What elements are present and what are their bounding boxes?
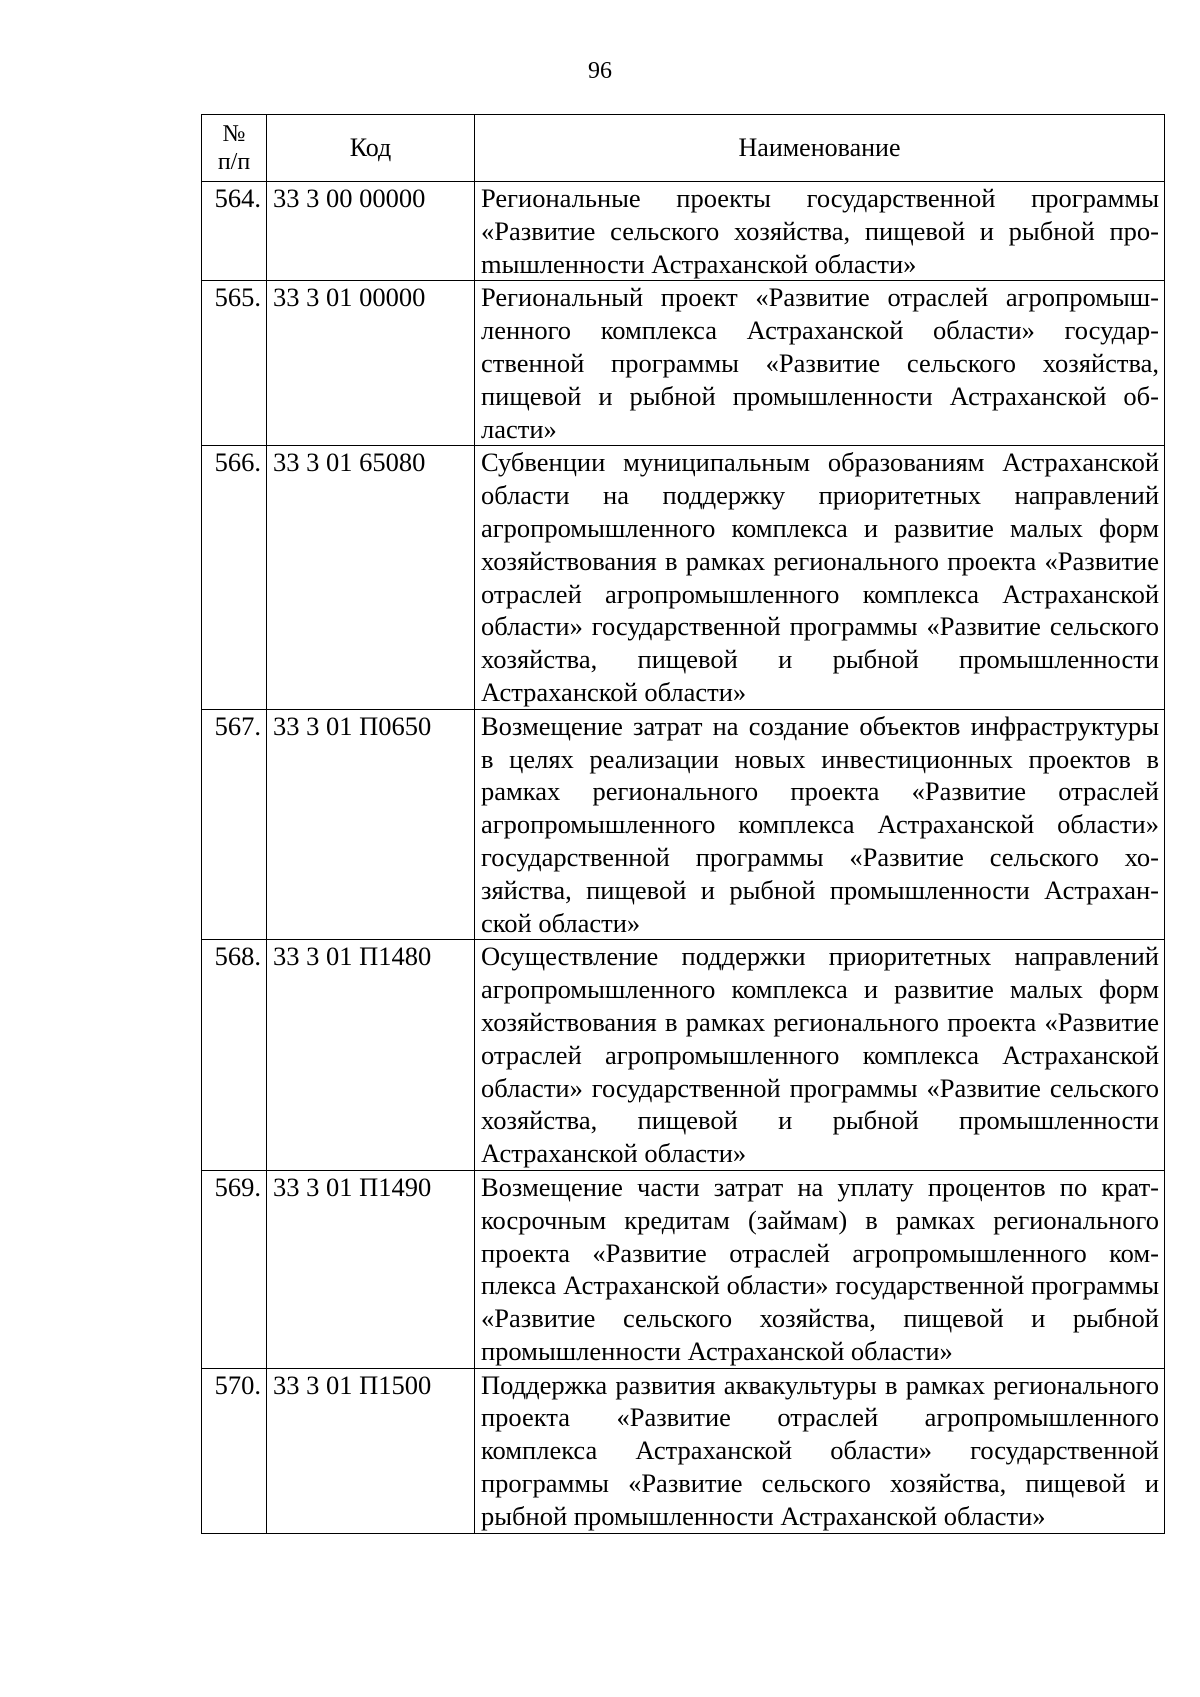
row-name: Осуществление поддержки приоритетных направлений агропромышленного комплекса и развитие малых форм хозяйствования в рамках регионального проекта «Развитие отраслей агропромышленного комплекса Астраханской области» государственной программы «Развитие сельского хозяйства, пищевой и рыбной промышленности Астраханской области» <box>475 940 1165 1171</box>
row-code: 33 3 01 П1490 <box>267 1170 475 1368</box>
row-number: 564. <box>202 182 267 281</box>
page-number: 96 <box>588 58 612 84</box>
table-row <box>202 709 1165 940</box>
table-row <box>202 281 1165 446</box>
row-code: 33 3 01 П1480 <box>267 940 475 1171</box>
row-name: Возмещение затрат на создание объектов инфраструктуры в целях реализации новых инвестиционных проектов в рамках регионального проекта «Развитие отраслей агропромышленного комплекса Астраханской области» государственной программы «Развитие сельского хозяйства, пищевой и рыбной промышленности Астраханской области» <box>475 709 1165 940</box>
header-number-abbrev: п/п <box>217 149 251 175</box>
row-code: 33 3 01 65080 <box>267 446 475 709</box>
row-name: Поддержка развития аквакультуры в рамках регионального проекта «Развитие отраслей агропромышленного комплекса Астраханской области» государственной программы «Развитие сельского хозяйства, пищевой и рыбной промышленности Астраханской области» <box>475 1368 1165 1533</box>
header-number-symbol: № <box>222 121 246 147</box>
table-header-row <box>202 115 1165 182</box>
row-number: 570. <box>202 1368 267 1533</box>
row-name: Региональный проект «Развитие отраслей агропромышленного комплекса Астраханской области» государственной программы «Развитие сельского хозяйства, пищевой и рыбной промышленности Астраханской области» <box>475 281 1165 446</box>
header-code: Код <box>267 115 475 182</box>
row-code: 33 3 01 П1500 <box>267 1368 475 1533</box>
row-name: Возмещение части затрат на уплату процентов по краткосрочным кредитам (займам) в рамках регионального проекта «Развитие отраслей агропромышленного комплекса Астраханской области» государственной программы «Развитие сельского хозяйства, пищевой и рыбной промышленности Астраханской области» <box>475 1170 1165 1368</box>
table-row <box>202 940 1165 1171</box>
header-number <box>202 115 267 182</box>
row-name: Субвенции муниципальным образованиям Астраханской области на поддержку приоритетных направлений агропромышленного комплекса и развитие малых форм хозяйствования в рамках регионального проекта «Развитие отраслей агропромышленного комплекса Астраханской области» государственной программы «Развитие сельского хозяйства, пищевой и рыбной промышленности Астраханской области» <box>475 446 1165 709</box>
table-row <box>202 182 1165 281</box>
row-number: 569. <box>202 1170 267 1368</box>
row-code: 33 3 00 00000 <box>267 182 475 281</box>
table-row <box>202 446 1165 709</box>
row-code: 33 3 01 П0650 <box>267 709 475 940</box>
row-number: 566. <box>202 446 267 709</box>
row-name: Региональные проекты государственной программы «Развитие сельского хозяйства, пищевой и рыбной проmышленности Астраханской области» <box>475 182 1165 281</box>
row-number: 568. <box>202 940 267 1171</box>
row-number: 567. <box>202 709 267 940</box>
row-code: 33 3 01 00000 <box>267 281 475 446</box>
row-number: 565. <box>202 281 267 446</box>
table-row <box>202 1368 1165 1533</box>
header-name: Наименование <box>475 115 1165 182</box>
budget-classification-table <box>201 114 1165 1534</box>
table-row <box>202 1170 1165 1368</box>
